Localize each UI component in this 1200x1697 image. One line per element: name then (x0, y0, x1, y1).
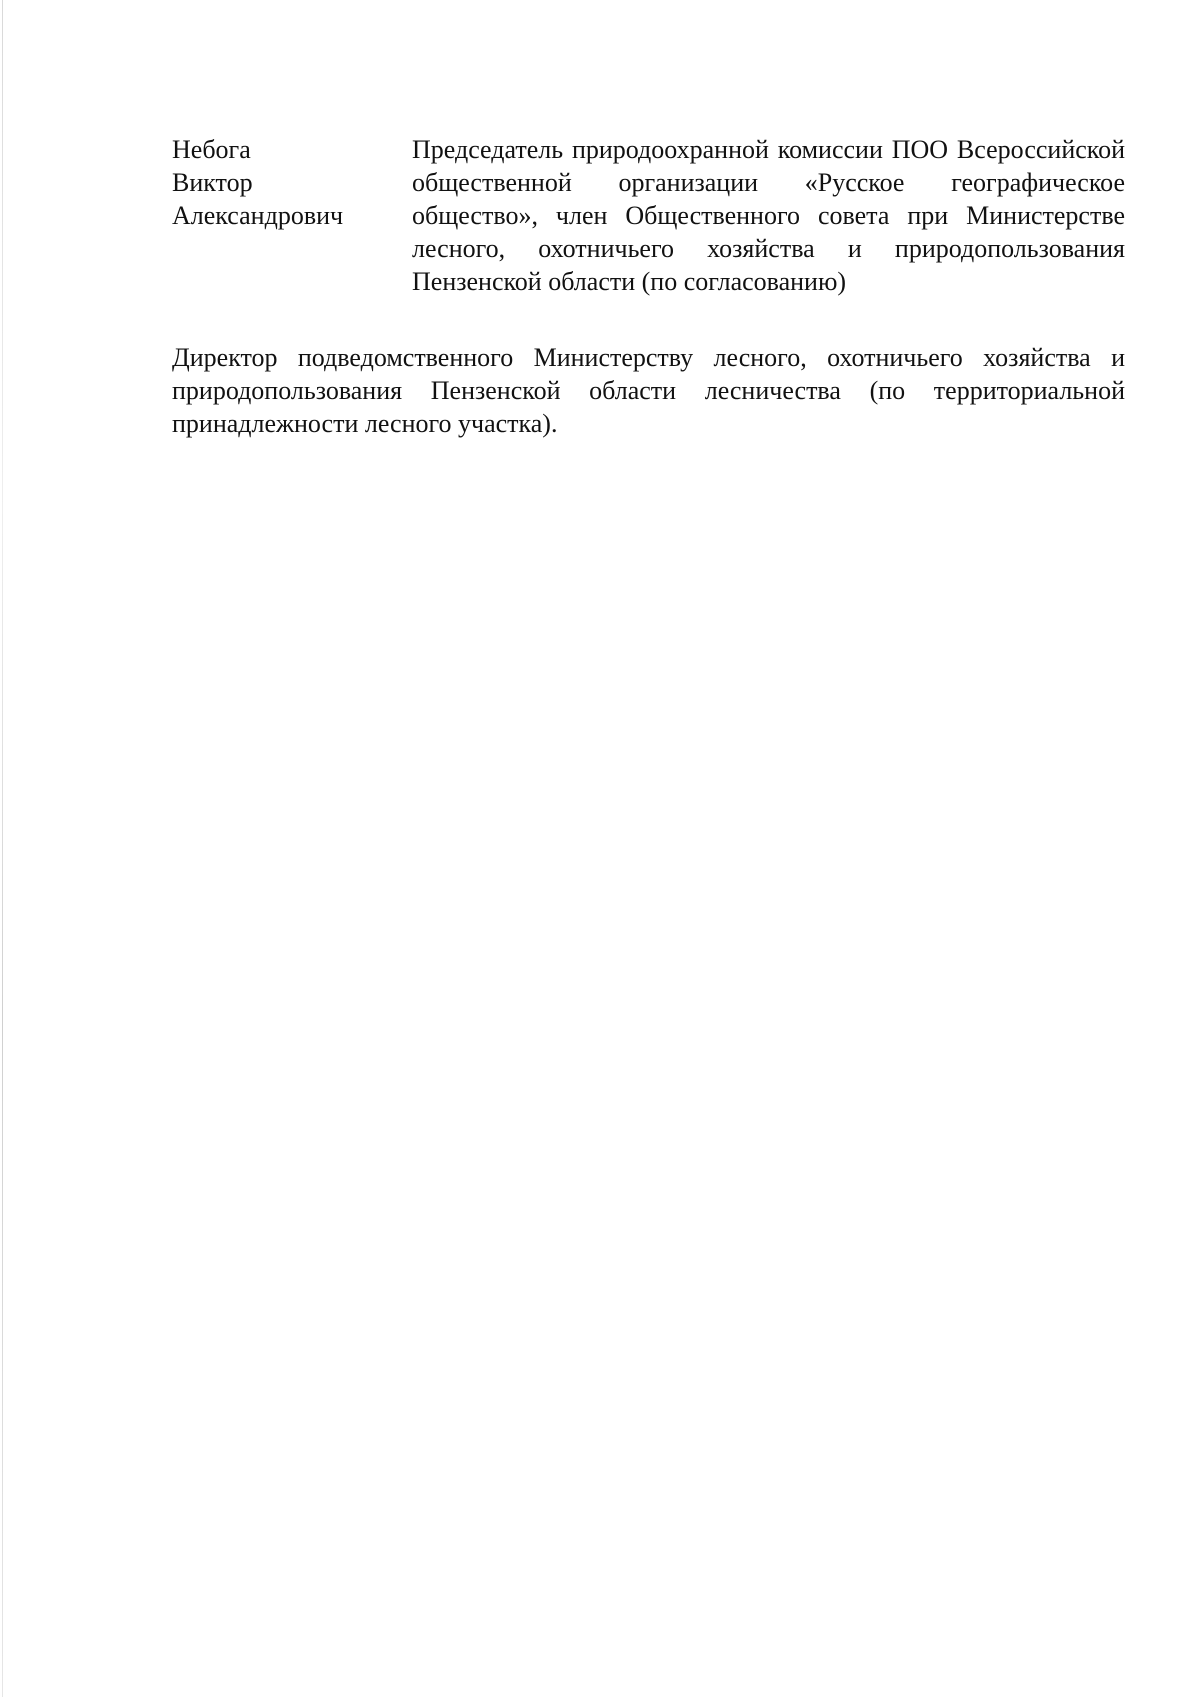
member-patronymic: Александрович (172, 201, 344, 230)
member-surname: Небога (172, 135, 251, 164)
forestry-director-paragraph: Директор подведомственного Министерству лесного, охотничьего хозяйства и природопользования Пензенской области лесничества (по территориальной принадлежности лесного участка). (172, 343, 1125, 438)
commission-member-row (172, 133, 1125, 298)
member-name (172, 133, 412, 298)
member-role: Председатель природоохранной комиссии ПОО Всероссийской общественной организации «Русское географическое общество», член Общественного совета при Министерстве лесного, охотничьего хозяйства и природопользования Пензенской области (по согласованию) (412, 135, 1125, 296)
member-first-name: Виктор (172, 168, 253, 197)
scan-edge-artifact (2, 0, 3, 1697)
